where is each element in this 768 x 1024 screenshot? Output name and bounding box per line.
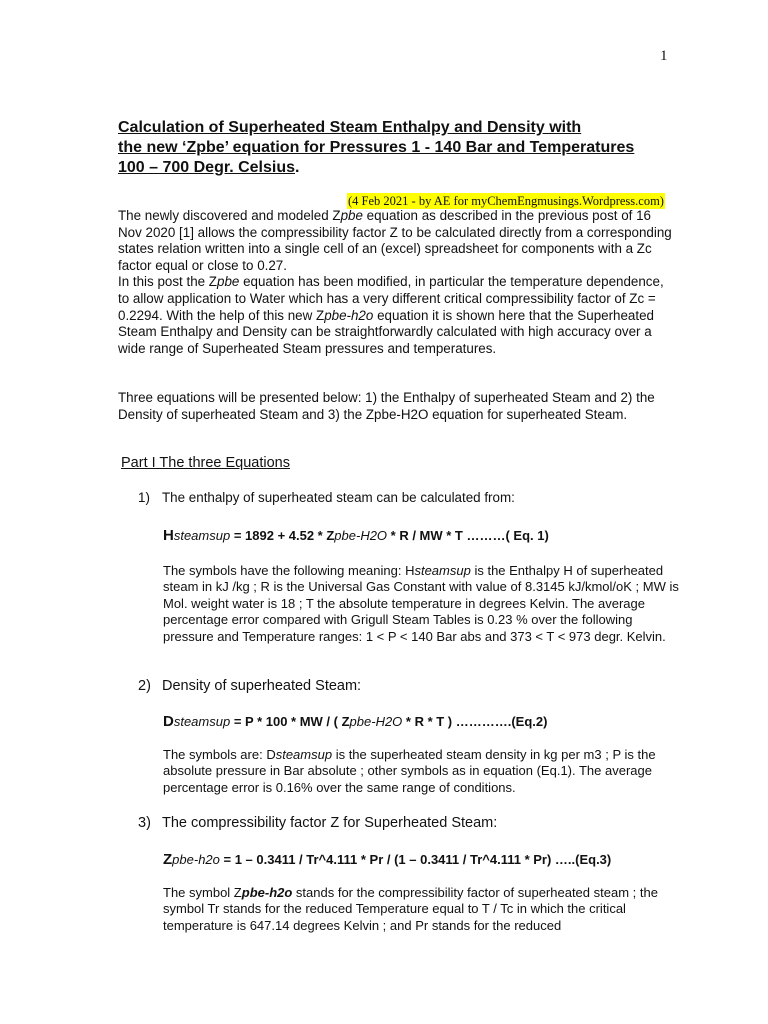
equation-text: * R / MW * T ………( Eq. 1) bbox=[387, 528, 549, 543]
equation-text: * R * T ) ………….(Eq.2) bbox=[402, 714, 548, 729]
equation-subscript: pbe-h2o bbox=[172, 852, 220, 867]
equation-subscript: steamsup bbox=[173, 528, 231, 543]
list-number: 1) bbox=[138, 490, 150, 505]
intro-text: equation as described in the previous post of 16 Nov 2020 [1] allows the compressibility factor Z to be calculated directly from a corresponding states relation written into a single cell of an (excel) spreadsheet for components with a Zc factor equal or close to 0.27. bbox=[118, 208, 672, 273]
equation-subscript: steamsup bbox=[173, 714, 231, 729]
intro-text: The newly discovered and modeled Z bbox=[118, 208, 341, 223]
page-number: 1 bbox=[660, 48, 668, 64]
equation-text: = 1 – 0.3411 / Tr^4.111 * Pr / (1 – 0.3411 / Tr^4.111 * Pr) …..(Eq.3) bbox=[219, 852, 612, 867]
description-text: stands for the compressibility factor of superheated steam ; the symbol Tr stands for the reduced Temperature equal to T / Tc in which the critical temperature is 647.14 degrees Kelvin ; and Pr stands for the reduced bbox=[163, 885, 658, 933]
equation-symbol: H bbox=[163, 527, 174, 544]
description-text: The symbols are: D bbox=[163, 747, 276, 762]
title-line-3: 100 – 700 Degr. Celsius bbox=[118, 159, 295, 176]
intro-symbol: pbe bbox=[340, 208, 363, 223]
equation-2 bbox=[163, 713, 547, 730]
equation-symbol: D bbox=[163, 713, 174, 730]
list-number: 3) bbox=[138, 815, 151, 831]
equation-text: = 1892 + 4.52 * Z bbox=[230, 528, 335, 543]
byline: (4 Feb 2021 - by AE for myChemEngmusings.Wordpress.com) bbox=[348, 194, 664, 208]
description-text: The symbol Z bbox=[163, 885, 242, 900]
description-symbol: steamsup bbox=[275, 747, 333, 762]
part-heading: Part I The three Equations bbox=[121, 455, 291, 471]
title-line-2: the new ‘Zpbe’ equation for Pressures 1 - 140 Bar and Temperatures bbox=[118, 139, 635, 156]
equation-1 bbox=[163, 527, 549, 544]
document-title bbox=[118, 118, 678, 178]
equation-3-description bbox=[163, 885, 683, 934]
list-item bbox=[138, 490, 515, 505]
equation-3 bbox=[163, 851, 611, 868]
description-symbol: steamsup bbox=[414, 563, 471, 578]
three-equations-paragraph: Three equations will be presented below: 1) the Enthalpy of superheated Steam and 2) the Density of superheated Steam and 3) the Zpbe-H2O equation for superheated Steam. bbox=[118, 390, 655, 422]
intro-text: equation has been modified, in particular the temperature dependence, to allow application to Water which has a very different critical compressibility factor of Zc = 0.2294. With the help of this new Z bbox=[118, 274, 664, 323]
list-label: The compressibility factor Z for Superheated Steam: bbox=[162, 815, 498, 831]
description-text: The symbols have the following meaning: H bbox=[163, 563, 415, 578]
list-item bbox=[138, 815, 497, 831]
equation-subscript: pbe-H2O bbox=[334, 528, 388, 543]
list-number: 2) bbox=[138, 678, 151, 694]
intro-text: In this post the Z bbox=[118, 274, 217, 290]
intro-symbol: pbe-h2o bbox=[324, 307, 374, 323]
title-line-1: Calculation of Superheated Steam Enthalpy and Density with bbox=[118, 119, 582, 136]
description-symbol: pbe-h2o bbox=[241, 885, 293, 900]
equation-1-description bbox=[163, 563, 683, 645]
intro-paragraph bbox=[118, 208, 678, 357]
list-item bbox=[138, 678, 361, 694]
intro-text: equation it is shown here that the Superheated Steam Enthalpy and Density can be straightforwardly calculated with high accuracy over a wide range of Superheated Steam pressures and temperatures. bbox=[118, 307, 654, 356]
equation-2-description bbox=[163, 747, 683, 796]
intro-symbol: pbe bbox=[217, 274, 240, 290]
list-label: The enthalpy of superheated steam can be calculated from: bbox=[162, 490, 515, 505]
list-label: Density of superheated Steam: bbox=[162, 678, 362, 694]
title-end: . bbox=[295, 159, 300, 176]
equation-symbol: Z bbox=[163, 851, 173, 868]
equation-text: = P * 100 * MW / ( Z bbox=[230, 714, 350, 729]
equation-subscript: pbe-H2O bbox=[349, 714, 403, 729]
description-text: is the superheated steam density in kg per m3 ; P is the absolute pressure in Bar absolute ; other symbols as in equation (Eq.1). The average percentage error is 0.16% over the same range of conditions. bbox=[163, 747, 656, 795]
description-text: is the Enthalpy H of superheated steam in kJ /kg ; R is the Universal Gas Constant with value of 8.3145 kJ/kmol/oK ; MW is Mol. weight water is 18 ; T the absolute temperature in degrees Kelvin. The average percentage error compared with Grigull Steam Tables is 0.23 % over the following pressure and Temperature ranges: 1 < P < 140 Bar abs and 373 < T < 973 degr. Kelvin. bbox=[163, 563, 679, 644]
